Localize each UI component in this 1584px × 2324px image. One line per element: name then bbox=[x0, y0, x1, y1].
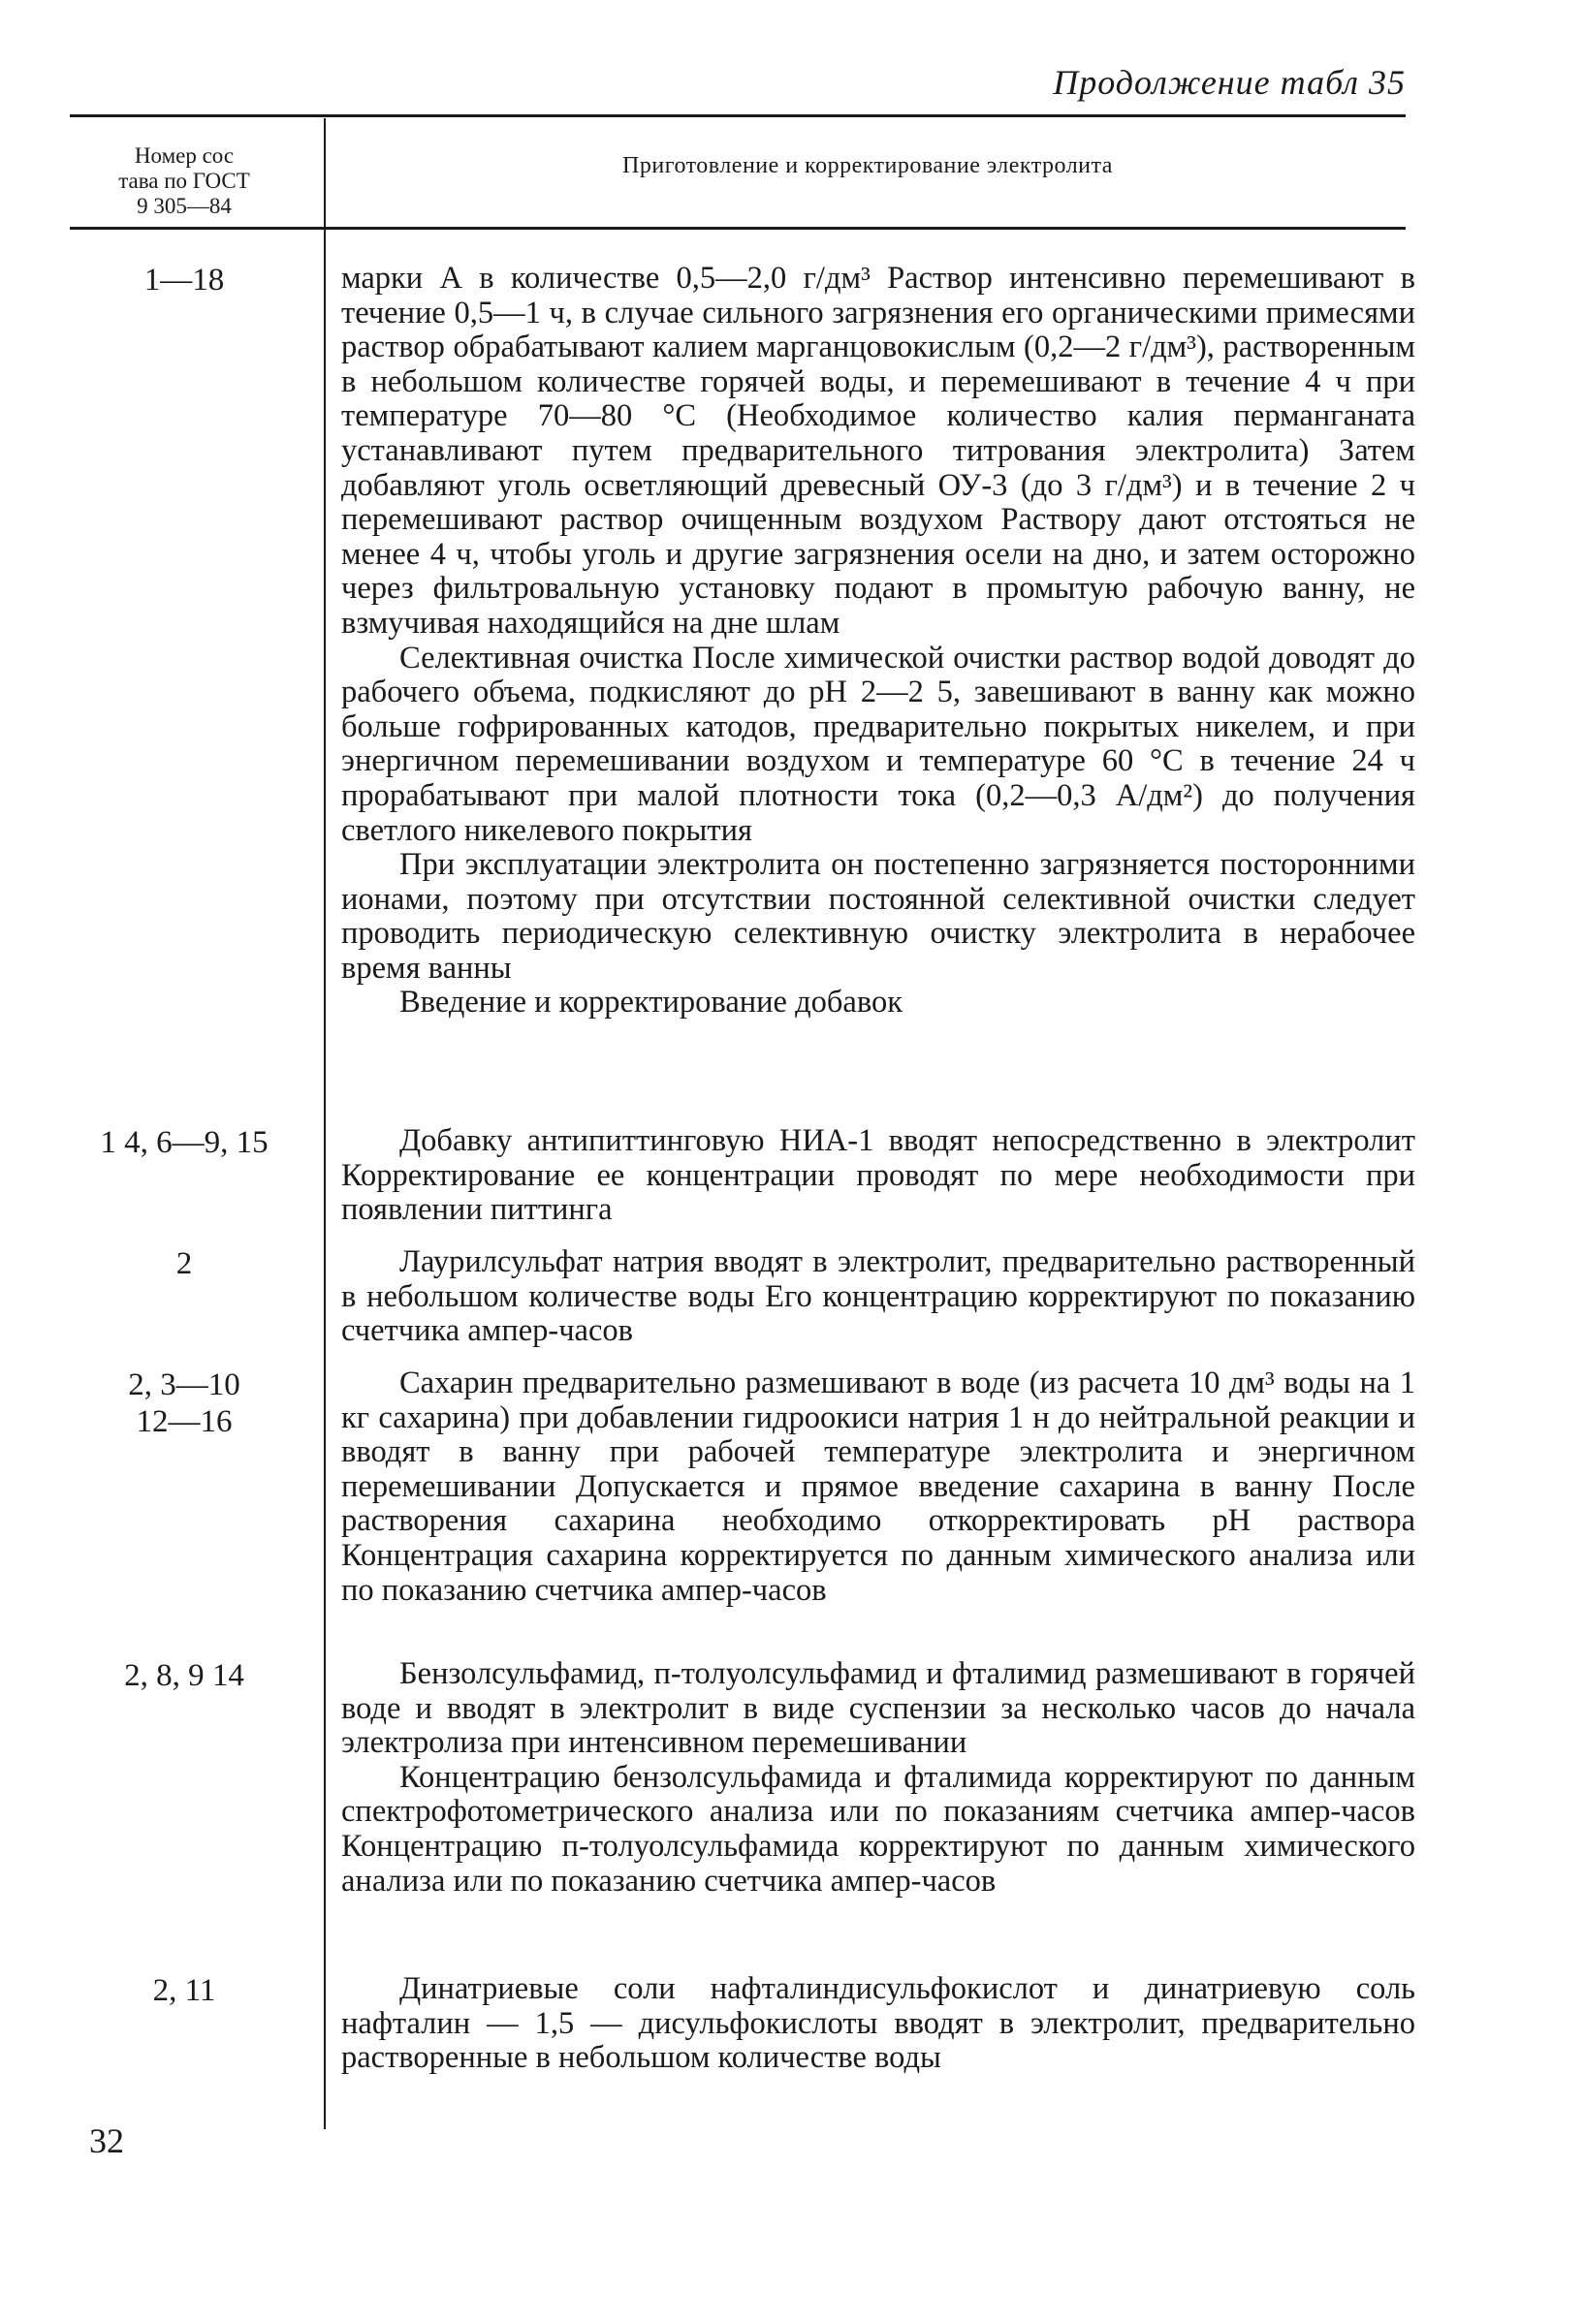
column-header-composition-number bbox=[58, 143, 310, 219]
row-label-line: 2, 3—10 bbox=[128, 1367, 240, 1402]
column-header-line: 9 305—84 bbox=[137, 194, 232, 218]
row-label: 1—18 bbox=[143, 263, 225, 298]
paragraph: Селективная очистка После химической очистки раствор водой доводят до рабочего объема, подкисляют до pH 2—2 5, завешивают в ванну как можно больше гофрированных катодов, предварительно покрытых никелем, и при энергичном перемешивании воздухом и температуре 60 °С в течение 24 ч прорабатывают при малой плотности тока (0,2—0,3 А/дм²) до получения светлого никелевого покрытия bbox=[341, 640, 1415, 848]
paragraph: При эксплуатации электролита он постепенно загрязняется посторонними ионами, поэтому при отсутствии постоянной селективной очистки следует проводить периодическую селективную очистку электролита в нерабочее время ванны bbox=[341, 847, 1415, 986]
row-label: 2 bbox=[175, 1246, 193, 1281]
row-text bbox=[341, 1972, 1415, 2076]
paragraph: марки А в количестве 0,5—2,0 г/дм³ Раствор интенсивно перемешивают в течение 0,5—1 ч, в случае сильного загрязнения его органическими примесями раствор обрабатывают калием марганцовокислым (0,2—2 г/дм³), растворенным в небольшом количестве горячей воды, и перемешивают в течение 4 ч при температуре 70—80 °С (Необходимое количество калия перманганата устанавливают путем предварительного титрования электролита) Затем добавляют уголь осветляющий древесный ОУ-3 (до 3 г/дм³) и в течение 2 ч перемешивают раствор очищенным воздухом Раствору дают отстояться не менее 4 ч, чтобы уголь и другие загрязнения осели на дно, и затем осторожно через фильтровальную установку подают в промытую рабочую ванну, не взмучивая находящийся на дне шлам bbox=[341, 261, 1415, 641]
row-label bbox=[58, 1366, 310, 1440]
paragraph: Концентрацию бензолсульфамида и фталимида корректируют по данным спектрофотометрического анализа или по показаниям счетчика ампер-часов Концентрацию п-толуолсульфамида корректируют по данным химического анализа или по показанию счетчика ампер-часов bbox=[341, 1759, 1415, 1899]
column-header-line: тава по ГОСТ bbox=[118, 169, 250, 193]
table-header-rule bbox=[70, 227, 1406, 230]
paragraph: Лаурилсульфат натрия вводят в электролит, предварительно растворенный в небольшом количестве воды Его концентрацию корректируют по показанию счетчика ампер-часов bbox=[341, 1244, 1415, 1349]
paragraph: Динатриевые соли нафталиндисульфокислот и динатриевую соль нафталин — 1,5 — дисульфокислоты вводят в электролит, предварительно растворенные в небольшом количестве воды bbox=[341, 1971, 1415, 2076]
row-label: 1 4, 6—9, 15 bbox=[100, 1125, 269, 1160]
table-continuation-caption: Продолжение табл 35 bbox=[1053, 63, 1406, 102]
row-label-line: 12—16 bbox=[136, 1404, 233, 1439]
row-text bbox=[341, 1366, 1415, 1608]
row-text bbox=[341, 1245, 1415, 1349]
row-text bbox=[341, 1124, 1415, 1228]
paragraph: Введение и корректирование добавок bbox=[399, 985, 903, 1021]
table-top-rule bbox=[70, 114, 1406, 117]
paragraph: Бензолсульфамид, п-толуолсульфамид и фталимид размешивают в горячей воде и вводят в электролит в виде суспензии за несколько часов до начала электролиза при интенсивном перемешивании bbox=[341, 1656, 1415, 1761]
table-column-divider bbox=[324, 118, 326, 2129]
column-header-line: Номер сос bbox=[134, 143, 235, 168]
row-text bbox=[341, 1657, 1415, 1899]
paragraph: Сахарин предварительно размешивают в воде (из расчета 10 дм³ воды на 1 кг сахарина) при добавлении гидроокиси натрия 1 н до нейтральной реакции и вводят в ванну при рабочей температуре электролита и энергичном перемешивании Допускается и прямое введение сахарина в ванну После растворения сахарина необходимо откорректировать pH раствора Концентрация сахарина корректируется по данным химического анализа или по показанию счетчика ампер-часов bbox=[341, 1366, 1415, 1608]
page-number: 32 bbox=[89, 2121, 124, 2160]
column-header-preparation: Приготовление и корректирование электролита bbox=[622, 153, 1113, 178]
row-label: 2, 8, 9 14 bbox=[124, 1658, 244, 1693]
row-text bbox=[341, 262, 1415, 1021]
row-label: 2, 11 bbox=[152, 1973, 216, 2008]
paragraph: Добавку антипиттинговую НИА-1 вводят непосредственно в электролит Корректирование ее концентрации проводят по мере необходимости при появлении питтинга bbox=[341, 1123, 1415, 1228]
